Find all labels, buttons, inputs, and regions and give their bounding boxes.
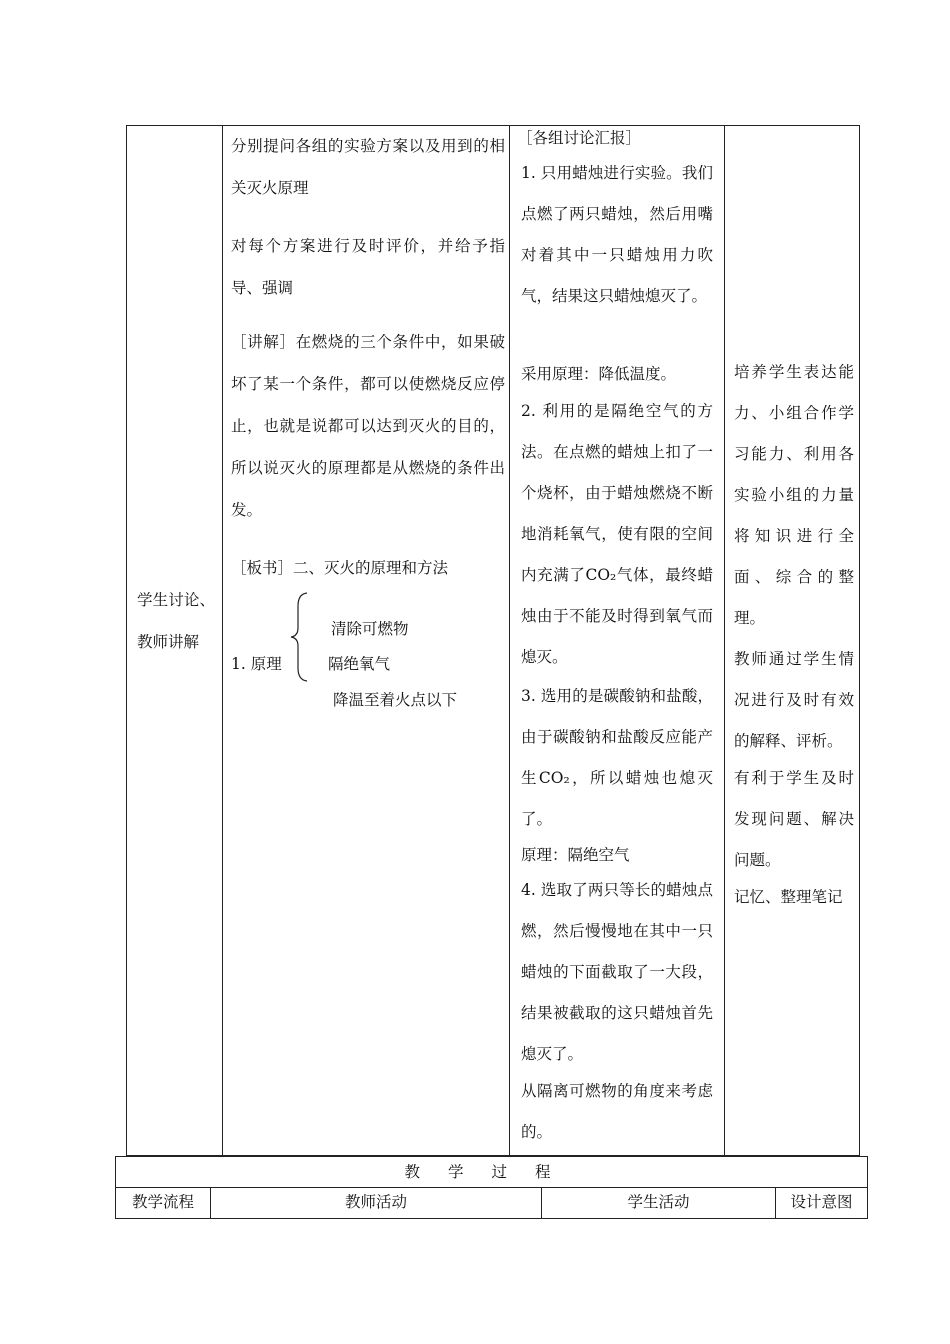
- process-header-row: [116, 1188, 867, 1219]
- header-flow: 教学流程: [131, 1193, 194, 1211]
- process-header-table: [115, 1156, 868, 1219]
- teacher-lecture-paragraph: ［讲解］在燃烧的三个条件中，如果破坏了某一个条件，都可以使燃烧反应停止，也就是说都可以达到灭火的目的，所以说灭火的原理都是从燃烧的条件出发。: [231, 333, 505, 519]
- process-title: 教学过程: [116, 1157, 867, 1188]
- student-heading: ［各组讨论汇报］: [517, 129, 642, 147]
- header-student: 学生活动: [541, 1188, 775, 1219]
- student-paragraph: 2. 利用的是隔绝空气的方法。在点燃的蜡烛上扣了一个烧杯，由于蜡烛燃烧不断地消耗氧气，使有限的空间内充满了CO₂气体，最终蜡烛由于不能及时得到氧气而熄灭。: [521, 402, 713, 666]
- student-paragraph: 4. 选取了两只等长的蜡烛点燃，然后慢慢地在其中一只蜡烛的下面截取了一大段，结果被截取的这只蜡烛首先熄灭了。: [521, 881, 713, 1063]
- design-paragraph: 记忆、整理笔记: [734, 888, 843, 906]
- flow-cell: [127, 126, 222, 1155]
- header-design: 设计意图: [775, 1188, 867, 1219]
- flow-label: 学生讨论、教师讲解: [137, 591, 215, 651]
- design-paragraph: 教师通过学生情况进行及时有效的解释、评析。: [734, 650, 854, 750]
- student-paragraph: 3. 选用的是碳酸钠和盐酸，由于碳酸钠和盐酸反应能产生CO₂，所以蜡烛也熄灭了。: [521, 687, 713, 828]
- lesson-table: [126, 125, 860, 1156]
- student-activity-cell: [510, 126, 724, 1155]
- brace-icon: [289, 592, 311, 682]
- teacher-paragraph: 对每个方案进行及时评价，并给予指导、强调: [231, 237, 505, 297]
- header-teacher: 教师活动: [210, 1188, 541, 1219]
- student-paragraph: 1. 只用蜡烛进行实验。我们点燃了两只蜡烛，然后用嘴对着其中一只蜡烛用力吹气，结果这只蜡烛熄灭了。: [521, 164, 713, 305]
- blackboard-heading: ［板书］二、灭火的原理和方法: [231, 559, 449, 577]
- student-principle: 采用原理：降低温度。: [521, 365, 677, 383]
- design-paragraph: 培养学生表达能力、小组合作学习能力、利用各实验小组的力量将知识进行全面、综合的整理。: [734, 363, 854, 627]
- design-intent-cell: [725, 126, 861, 1155]
- teacher-activity-cell: [223, 126, 509, 1155]
- principle-item: 隔绝氧气: [328, 655, 391, 673]
- teacher-paragraph: 分别提问各组的实验方案以及用到的相关灭火原理: [231, 137, 505, 197]
- student-note: 从隔离可燃物的角度来考虑的。: [521, 1082, 713, 1141]
- principle-label: 1. 原理: [231, 655, 282, 673]
- principle-item: 降温至着火点以下: [333, 691, 458, 709]
- design-paragraph: 有利于学生及时发现问题、解决问题。: [734, 769, 854, 869]
- principle-item: 清除可燃物: [331, 620, 409, 638]
- student-principle: 原理：隔绝空气: [521, 846, 630, 864]
